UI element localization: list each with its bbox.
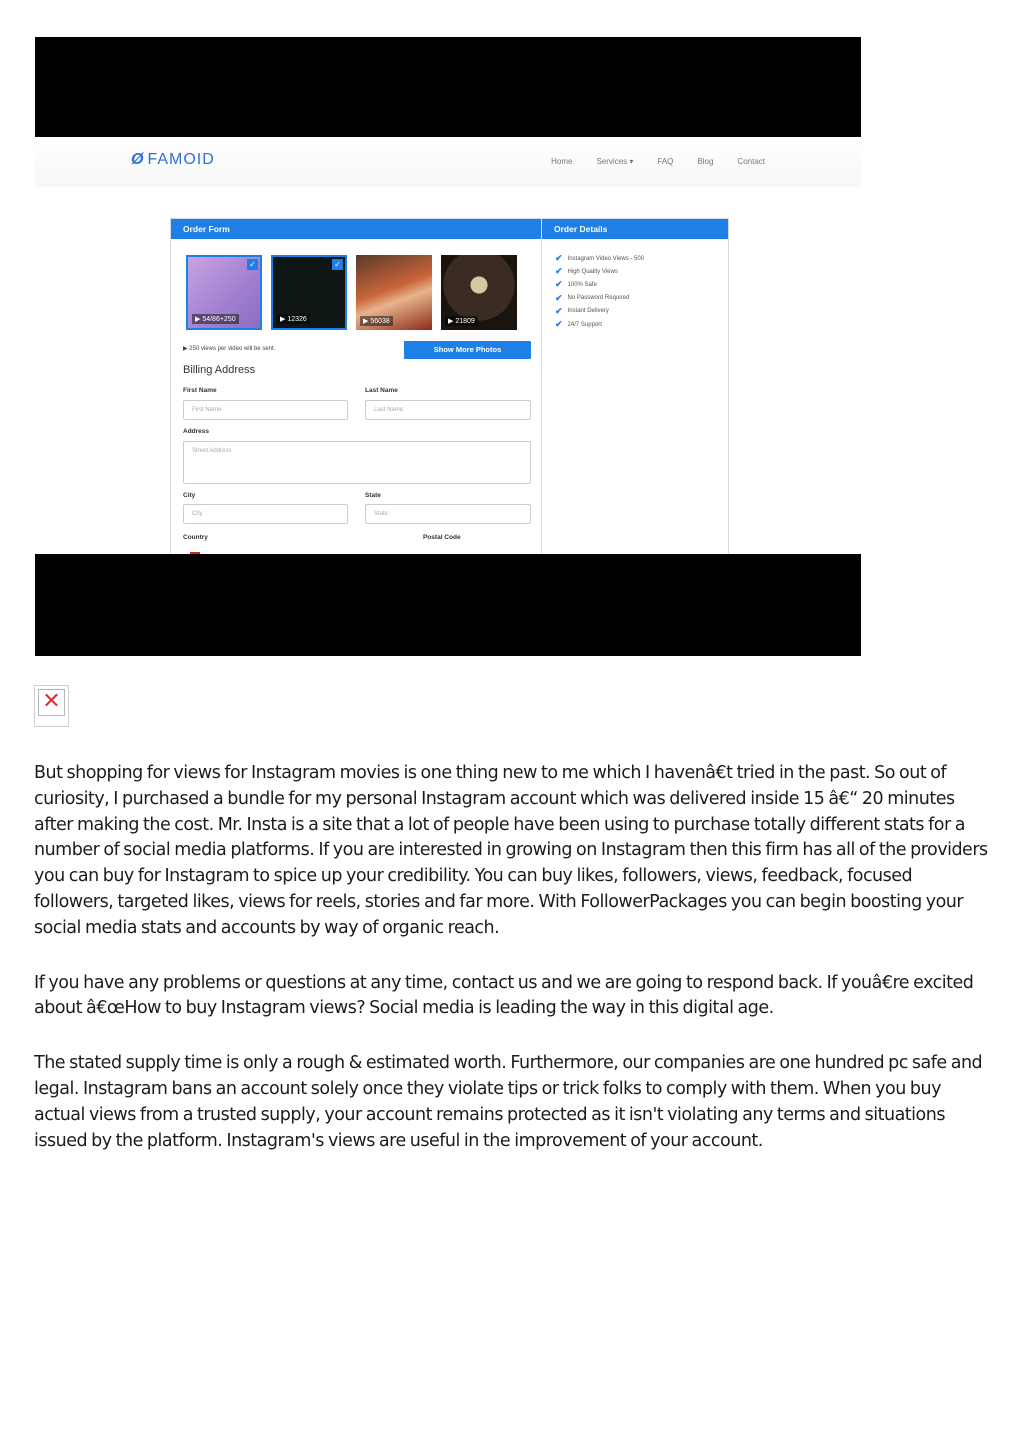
list-item: ✔ No Password Required	[555, 292, 630, 303]
check-icon: ✔	[555, 305, 563, 316]
video-thumbnail: ▶ 56038	[356, 255, 432, 330]
views-note: ▶ 250 views per video will be sent.	[183, 346, 276, 352]
thumbnail-row	[186, 255, 517, 330]
video-thumbnail: ✓ ▶ 12326	[271, 255, 347, 330]
site-menu	[551, 157, 765, 166]
check-icon: ✓	[247, 259, 258, 270]
last-name-field: Last Name	[365, 400, 531, 420]
check-icon: ✔	[555, 292, 563, 303]
city-label: City	[183, 492, 196, 499]
broken-image-icon: ✕	[38, 689, 65, 716]
menu-item-services: Services ▾	[596, 157, 634, 166]
menu-item-home: Home	[551, 157, 573, 166]
list-item: ✔ 24/7 Support	[555, 319, 602, 330]
check-icon: ✓	[332, 259, 343, 270]
check-icon: ✔	[555, 319, 563, 330]
list-item: ✔ Instagram Video Views - 500	[555, 253, 645, 264]
article-paragraph: The stated supply time is only a rough & estimated worth. Furthermore, our companies are one hundred pc safe and legal. Instagram bans an account solely once they violate tips or trick folks to comply with them. When you buy actual views from a trusted supply, your account remains protected as it isn't violating any terms and situations issued by the platform. Instagram's views are useful in the improvement of your account.	[34, 1053, 983, 1151]
menu-item-blog: Blog	[697, 157, 714, 166]
check-icon: ✔	[555, 253, 563, 264]
video-player[interactable]	[35, 37, 861, 656]
list-item: ✔ High Quality Views	[555, 266, 618, 277]
country-label: Country	[183, 534, 208, 541]
city-field: City	[183, 504, 348, 524]
state-field: State	[365, 504, 531, 524]
logo-icon: Ø	[131, 151, 145, 168]
video-thumbnail: ▶ 21809	[441, 255, 517, 330]
list-item: ✔ Instant Delivery	[555, 305, 609, 316]
article-paragraph: But shopping for views for Instagram movies is one thing new to me which I havenâ€t tried in the past. So out of curiosity, I purchased a bundle for my personal Instagram account which was delivered inside 15 â€“ 20 minutes after making the cost. Mr. Insta is a site that a lot of people have been using to purchase totally different stats for a number of social media platforms. If you are interested in growing on Instagram then this firm has all of the providers you can buy for Instagram to spice up your credibility. You can buy likes, followers, views, feedback, focused followers, targeted likes, views for reels, stories and far more. With FollowerPackages you can begin boosting your social media stats and accounts by way of organic reach.	[34, 763, 988, 938]
video-thumbnail: ✓ ▶ 54/86+250	[186, 255, 262, 330]
country-flag-icon	[190, 552, 200, 554]
panel-divider	[541, 219, 542, 554]
order-form-header: Order Form	[171, 219, 541, 239]
first-name-field: First Name	[183, 400, 348, 420]
order-details-list	[555, 252, 644, 331]
address-field: Street Address	[183, 441, 531, 484]
order-details-header: Order Details	[542, 219, 728, 239]
list-item: ✔ 100% Safe	[555, 279, 597, 290]
address-label: Address	[183, 428, 210, 435]
billing-title: Billing Address	[183, 364, 256, 376]
check-icon: ✔	[555, 279, 563, 290]
broken-image	[34, 685, 69, 727]
last-name-label: Last Name	[365, 387, 398, 394]
state-label: State	[365, 492, 381, 499]
show-more-photos-button: Show More Photos	[404, 341, 531, 359]
article-paragraph: If you have any problems or questions at any time, contact us and we are going to respond back. If youâ€re excited about â€œHow to buy Instagram views? Social media is leading the way in this digital age.	[34, 972, 974, 1019]
article-body	[34, 761, 994, 1183]
first-name-label: First Name	[183, 387, 217, 394]
site-navbar	[35, 137, 861, 187]
order-card	[170, 218, 729, 554]
check-icon: ✔	[555, 266, 563, 277]
video-frame	[35, 137, 861, 554]
menu-item-faq: FAQ	[657, 157, 674, 166]
site-logo: Ø FAMOID	[131, 151, 215, 168]
postal-code-label: Postal Code	[423, 534, 461, 541]
menu-item-contact: Contact	[737, 157, 765, 166]
